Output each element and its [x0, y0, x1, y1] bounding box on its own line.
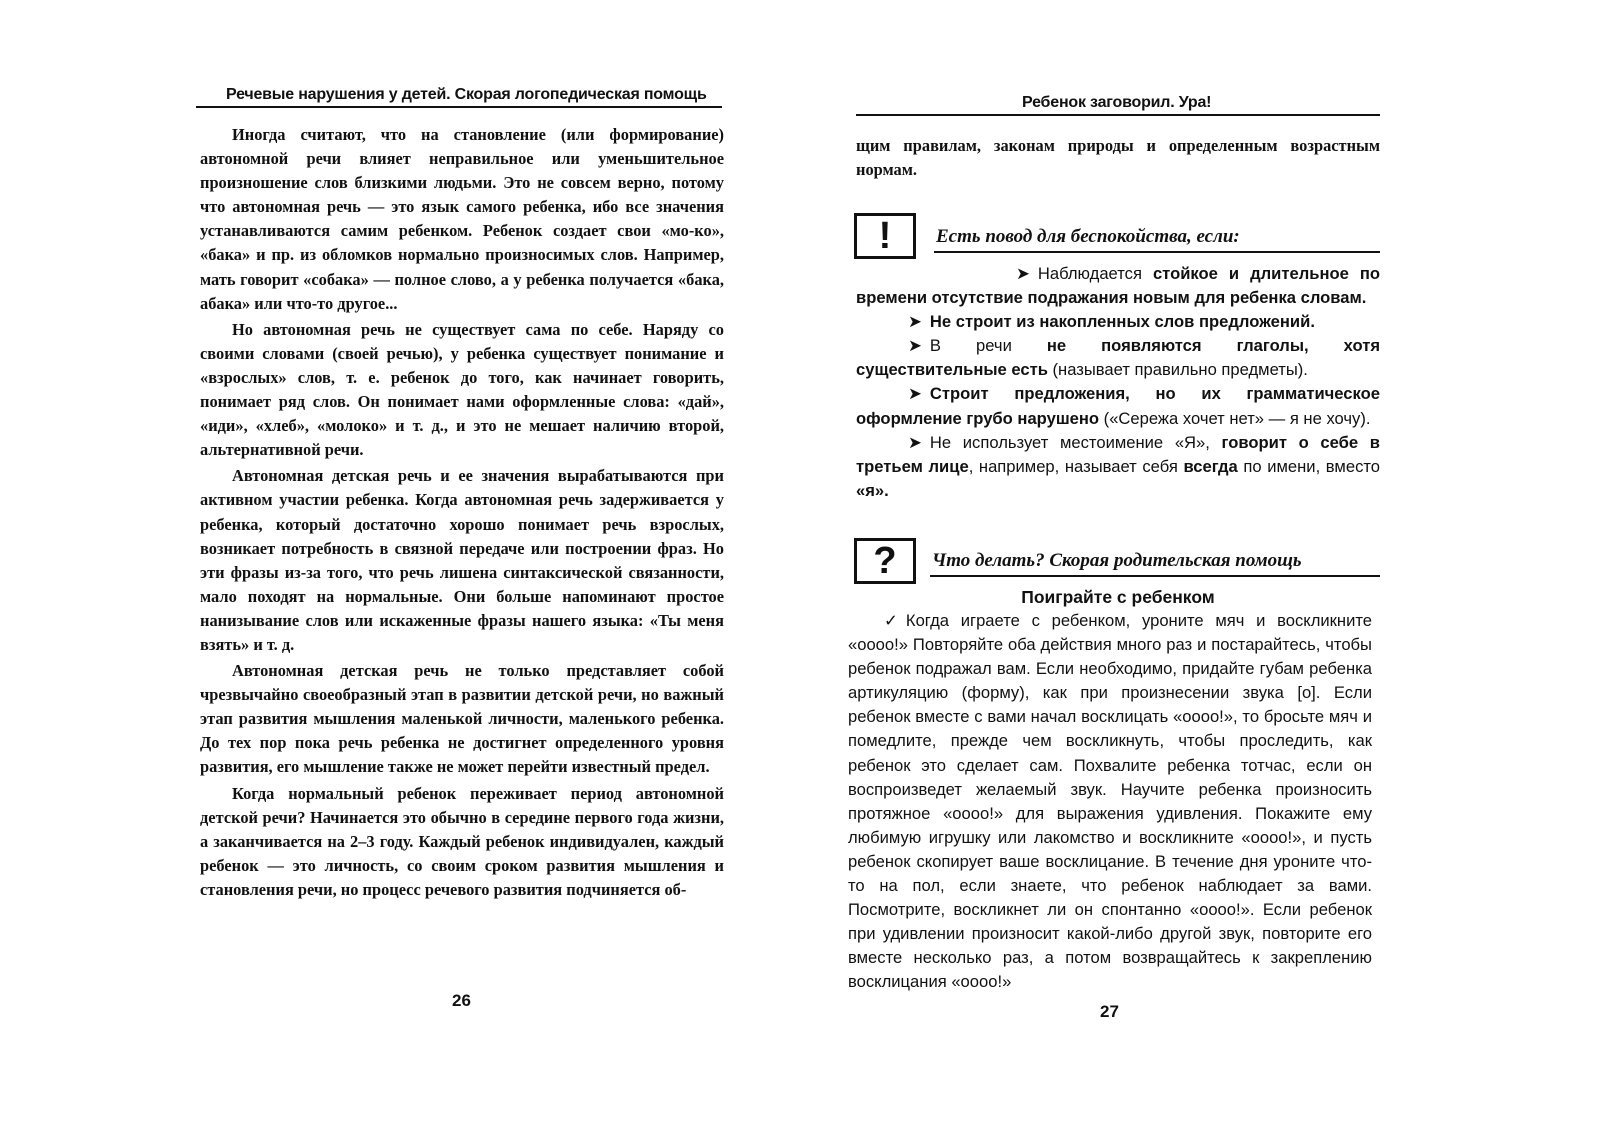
help-title: Что делать? Скорая родительская помощь	[932, 550, 1302, 571]
left-page	[0, 0, 800, 1132]
running-header-right: Ребенок заговорил. Ура!	[1022, 94, 1212, 111]
arrow-bullet-icon: ➤	[908, 384, 922, 404]
running-header-left: Речевые нарушения у детей. Скорая логопедическая помощь	[226, 86, 707, 103]
warning-item-text: Строит предложения, но их грамматическое оформление грубо нарушено	[856, 384, 1380, 428]
arrow-bullet-icon: ➤	[1016, 264, 1030, 283]
warning-item-text: Не использует местоимение «Я»,	[929, 432, 1222, 452]
warning-item-text: «я».	[856, 480, 889, 500]
right-page	[800, 0, 1601, 1132]
help-text	[848, 609, 1372, 995]
question-icon: ?	[854, 538, 916, 584]
page-number-right: 27	[1100, 1002, 1119, 1021]
header-rule-left	[196, 106, 722, 108]
warning-item-text: В речи	[929, 336, 1047, 356]
help-subtitle: Поиграйте с ребенком	[1021, 587, 1215, 607]
left-body	[200, 123, 724, 904]
warning-item	[856, 382, 1380, 430]
paragraph: Когда нормальный ребенок переживает период автономной детской речи? Начинается это обычно в середине первого года жизни, а заканчивается на 2–3 году. Каждый ребенок индивидуален, каждый ребенок — это личность, со своим сроком развития мышления и становления речи, но процесс речевого развития подчиняется об-	[200, 783, 724, 899]
help-title-rule	[930, 575, 1380, 577]
warning-item-text: Наблюдается	[1037, 264, 1153, 283]
warning-item-text: стойкое и длительное по времени отсутствие подражания новым для ребенка словам.	[856, 264, 1380, 308]
paragraph: Автономная детская речь не только представляет собой чрезвычайно своеобразный этап в развитии детской речи, но важный этап развития мышления маленькой личности, маленького ребенка. До тех пор пока речь ребенка не достигнет определенного уровня развития, его мышление также не может перейти известный предел.	[200, 661, 724, 777]
continuation-paragraph: щим правилам, законам природы и определенным возрастным нормам.	[856, 136, 1380, 179]
warning-item	[856, 310, 1380, 334]
checkmark-icon: ✓	[884, 611, 898, 630]
warning-item-text: по имени, вместо	[1237, 456, 1381, 476]
warning-item-text: (называет правильно предметы).	[1047, 360, 1308, 380]
warning-list	[856, 262, 1380, 503]
warning-item	[856, 262, 1380, 310]
warning-title: Есть повод для беспокойства, если:	[936, 226, 1240, 247]
warning-item	[856, 334, 1380, 382]
paragraph: Иногда считают, что на становление (или формирование) автономной речи влияет неправильное или уменьшительное произношение слов близкими людьми. Это не совсем верно, потому что автономная речь — это язык самого ребенка, ибо все значения устанавливаются самим ребенком. Ребенок создает свои «мо-ко», «бака» и пр. из обломков нормально произносимых слов. Например, мать говорит «собака» — полное слово, а у ребенка получается «бака, абака» или что-то другое...	[200, 125, 724, 313]
header-rule-right	[856, 114, 1380, 116]
exclamation-icon: !	[854, 213, 916, 259]
warning-item-text: говорит о себе в третьем лице	[856, 432, 1380, 476]
warning-item	[856, 431, 1380, 503]
arrow-bullet-icon: ➤	[908, 432, 922, 452]
warning-item-text: («Сережа хочет нет» — я не хочу).	[1099, 408, 1371, 428]
arrow-bullet-icon: ➤	[908, 336, 922, 356]
warning-title-rule	[934, 251, 1380, 253]
warning-item-text: , например, называет себя	[968, 456, 1184, 476]
arrow-bullet-icon: ➤	[908, 312, 922, 332]
paragraph: Автономная детская речь и ее значения вырабатываются при активном участии ребенка. Когда автономная речь задерживается у ребенка, который достаточно хорошо понимает речь взрослых, возникает потребность в связной передаче или построении фраз. Но эти фразы из-за того, что речь лишена синтаксической связанности, мало походят на нормальные. Они больше напоминают простое нанизывание слов или искаженные фразы нашего языка: «Ты меня взять» и т. д.	[200, 466, 724, 654]
help-paragraph: Когда играете с ребенком, уроните мяч и воскликните «оооо!» Повторяйте оба действия много раз и постарайтесь, чтобы ребенок подражал вам. Если необходимо, придайте губам ребенка артикуляцию (форму), как при произнесении звука [о]. Если ребенок вместе с вами начал восклицать «оооо!», то бросьте мяч и помедлите, прежде чем воскликнуть, чтобы проследить, как ребенок это сделает сам. Похвалите ребенка тотчас, если он воспроизведет желаемый звук. Научите ребенка произносить протяжное «оооо!» для выражения удивления. Покажите ему любимую игрушку или лакомство и воскликните «оооо!», и пусть ребенок скопирует ваше восклицание. В течение дня уроните что-то на пол, если знаете, что ребенок наблюдает за вами. Посмотрите, воскликнет ли он спонтанно «оооо!». Если ребенок при удивлении произносит какой-либо другой звук, повторите его вместе несколько раз, а потом возвращайтесь к закреплению восклицания «оооо!»	[848, 611, 1372, 992]
warning-item-text: всегда	[1183, 456, 1238, 476]
page-number-left: 26	[452, 991, 471, 1010]
warning-item-text: не появляются глаголы, хотя существительные есть	[856, 336, 1380, 380]
warning-item-text: Не строит из накопленных слов предложений.	[929, 312, 1315, 332]
paragraph: Но автономная речь не существует сама по себе. Наряду со своими словами (своей речью), у ребенка существует понимание и «взрослых» слов, т. е. ребенок до того, как начинает говорить, понимает ряд слов. Он понимает нами оформленные слова: «дай», «иди», «хлеб», «молоко» и т. д., и это не мешает наличию второй, альтернативной речи.	[200, 319, 724, 460]
